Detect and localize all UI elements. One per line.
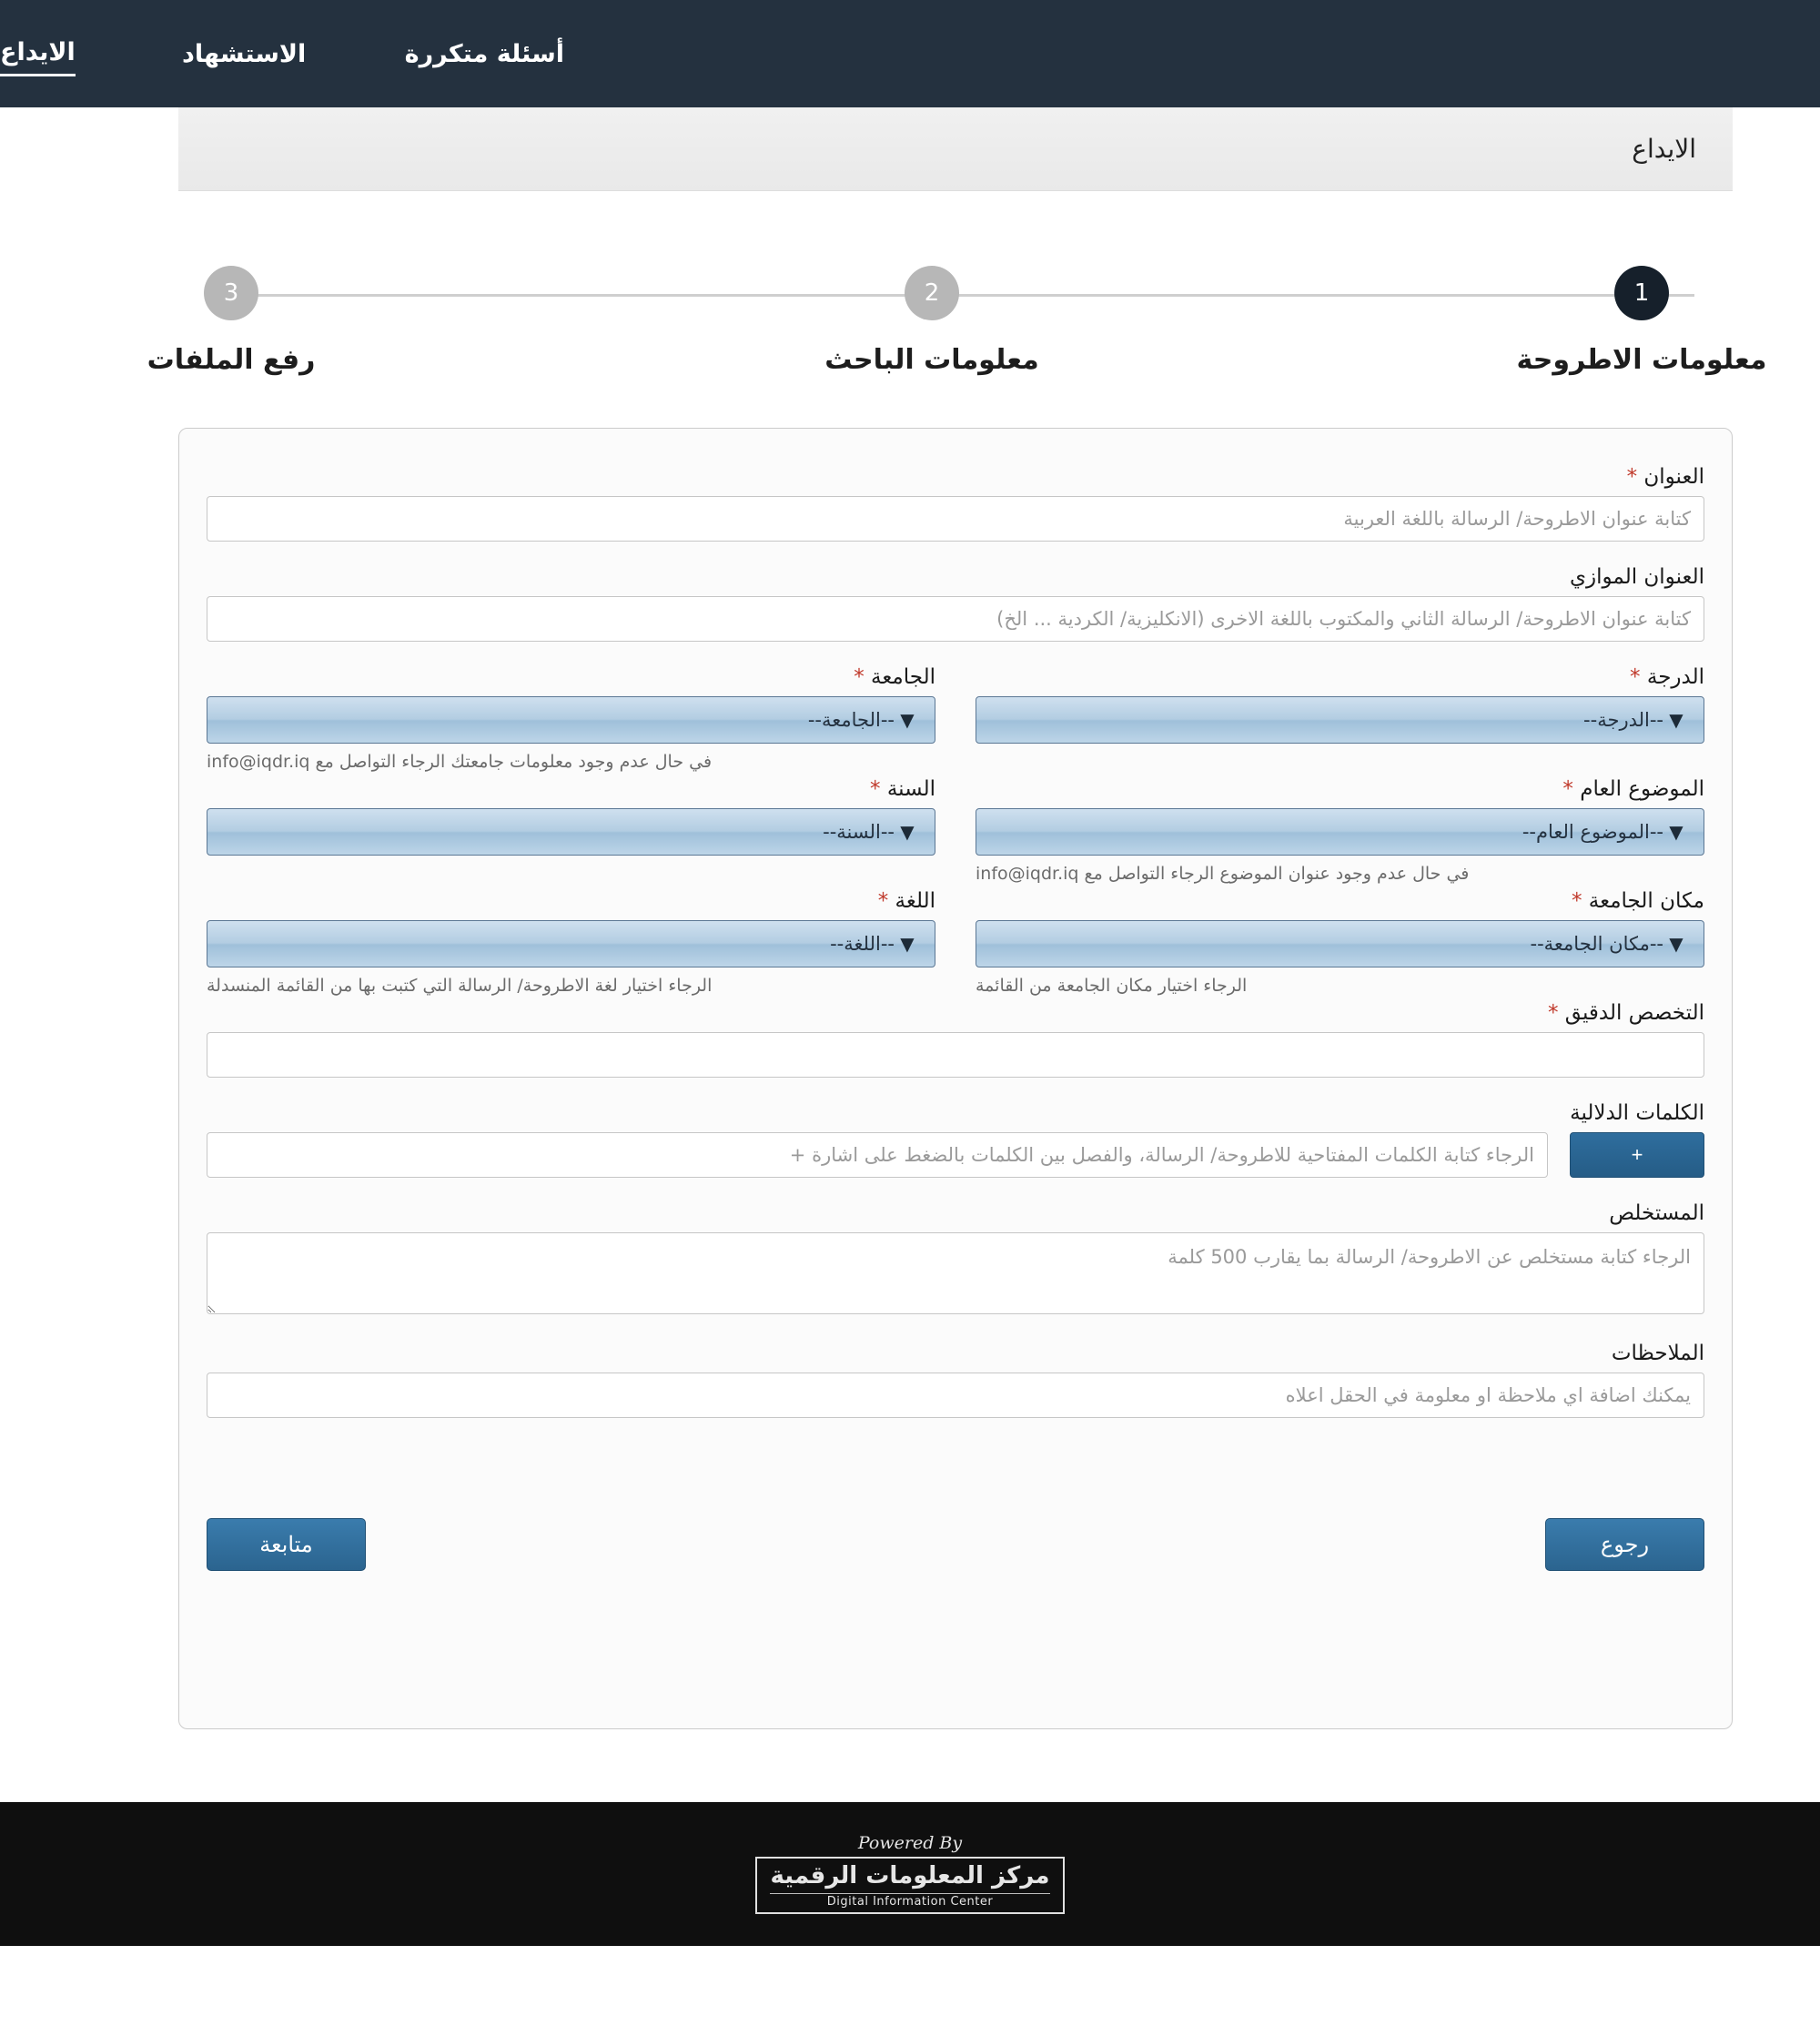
label-university [207,665,935,689]
stepper-wrapper [147,191,1767,384]
powered-by-text: Powered By [857,1833,963,1854]
label-degree [976,665,1704,689]
stepper-step-thesis-info[interactable] [1505,266,1778,376]
chevron-down-icon: ▼ [1669,821,1684,843]
label-university-place [976,889,1704,913]
year-hint-spacer [207,856,935,883]
logo-arabic-text: مركز المعلومات الرقمية [770,1862,1050,1889]
university-select[interactable] [207,696,935,744]
university-hint: في حال عدم وجود معلومات جامعتك الرجاء التواصل مع info@iqdr.iq [207,752,713,772]
university-place-hint: الرجاء اختيار مكان الجامعة من القائمة [976,976,1248,996]
keywords-row [207,1132,1704,1178]
label-title-text: العنوان [1643,465,1704,489]
label-parallel-title: العنوان الموازي [1570,565,1704,589]
university-selected-value: --الجامعة-- [807,709,895,731]
row-subject-year [207,777,1704,884]
stepper-step-upload-files[interactable] [95,266,368,376]
form-footer-buttons [207,1518,1704,1571]
step-number-3: 3 [204,266,258,320]
general-subject-hint: في حال عدم وجود عنوان الموضوع الرجاء التواصل مع info@iqdr.iq [976,864,1470,884]
language-selected-value: --اللغة-- [830,933,895,955]
chevron-down-icon: ▼ [900,709,915,731]
required-marker-year: * [870,777,881,801]
field-general-subject [976,777,1704,884]
field-notes [207,1342,1704,1418]
thesis-info-form-panel [178,428,1733,1729]
step-label-3: رفع الملفات [147,344,316,376]
label-year-text: السنة [886,777,935,801]
keywords-input[interactable] [207,1132,1548,1178]
chevron-down-icon: ▼ [900,933,915,955]
degree-selected-value: --الدرجة-- [1583,709,1663,731]
label-specialization [207,1001,1704,1025]
field-specialization [207,1001,1704,1078]
bottom-white-strip [0,1946,1820,2026]
logo-english-text: Digital Information Center [770,1893,1049,1910]
year-select[interactable] [207,808,935,856]
field-parallel-title [207,565,1704,642]
label-notes: الملاحظات [1611,1342,1704,1365]
university-place-selected-value: --مكان الجامعة-- [1530,933,1663,955]
label-title [207,465,1704,489]
specialization-input[interactable] [207,1032,1704,1078]
nav-item-faq[interactable]: أسئلة متكررة [404,39,564,68]
label-language [207,889,935,913]
label-language-text: اللغة [895,889,935,913]
top-navigation-bar [0,0,1820,107]
row-university-degree [207,665,1704,772]
chevron-down-icon: ▼ [900,821,915,843]
notes-input[interactable] [207,1373,1704,1418]
page-header-strip [178,107,1733,191]
field-university-place [976,889,1704,996]
required-marker-general-subject: * [1562,777,1573,801]
digital-information-center-logo [755,1857,1064,1914]
site-footer [0,1802,1820,1946]
general-subject-selected-value: --الموضوع العام-- [1522,821,1663,843]
degree-select[interactable] [976,696,1704,744]
label-year [207,777,935,801]
label-specialization-text: التخصص الدقيق [1564,1001,1704,1025]
step-label-2: معلومات الباحث [824,344,1039,376]
required-marker-university: * [854,665,864,689]
step-label-1: معلومات الاطروحة [1516,344,1767,376]
back-button[interactable]: رجوع [1545,1518,1704,1571]
parallel-title-input[interactable] [207,596,1704,642]
abstract-textarea[interactable] [207,1232,1704,1314]
label-degree-text: الدرجة [1646,665,1704,689]
required-marker-university-place: * [1571,889,1582,913]
stepper [147,266,1767,384]
row-place-language [207,889,1704,996]
label-university-place-text: مكان الجامعة [1588,889,1704,913]
chevron-down-icon: ▼ [1669,709,1684,731]
label-general-subject [976,777,1704,801]
field-keywords [207,1101,1704,1178]
required-marker-title: * [1626,465,1638,489]
general-subject-select[interactable] [976,808,1704,856]
degree-hint-spacer [976,744,1704,771]
footer-logo [755,1834,1064,1914]
chevron-down-icon: ▼ [1669,933,1684,955]
step-number-1: 1 [1614,266,1669,320]
university-place-select[interactable] [976,920,1704,967]
required-marker-degree: * [1630,665,1641,689]
add-keyword-button[interactable]: + [1570,1132,1704,1178]
label-university-text: الجامعة [871,665,935,689]
step-number-2: 2 [905,266,959,320]
page-title: الايداع [1632,134,1696,164]
title-input[interactable] [207,496,1704,542]
field-year [207,777,935,884]
field-degree [976,665,1704,772]
required-marker-language: * [877,889,889,913]
nav-item-deposit[interactable]: الايداع [0,31,76,76]
language-hint: الرجاء اختيار لغة الاطروحة/ الرسالة التي كتبت بها من القائمة المنسدلة [207,976,713,996]
field-abstract [207,1201,1704,1318]
field-title [207,465,1704,542]
nav-items [0,31,1820,76]
year-selected-value: --السنة-- [823,821,895,843]
next-button[interactable]: متابعة [207,1518,366,1571]
field-university [207,665,935,772]
label-general-subject-text: الموضوع العام [1580,777,1704,801]
stepper-step-researcher-info[interactable] [795,266,1068,376]
nav-item-citation[interactable]: الاستشهاد [182,39,307,68]
label-keywords: الكلمات الدلالية [1570,1101,1704,1125]
required-marker-specialization: * [1547,1001,1559,1025]
language-select[interactable] [207,920,935,967]
label-abstract: المستخلص [1609,1201,1704,1225]
field-language [207,889,935,996]
